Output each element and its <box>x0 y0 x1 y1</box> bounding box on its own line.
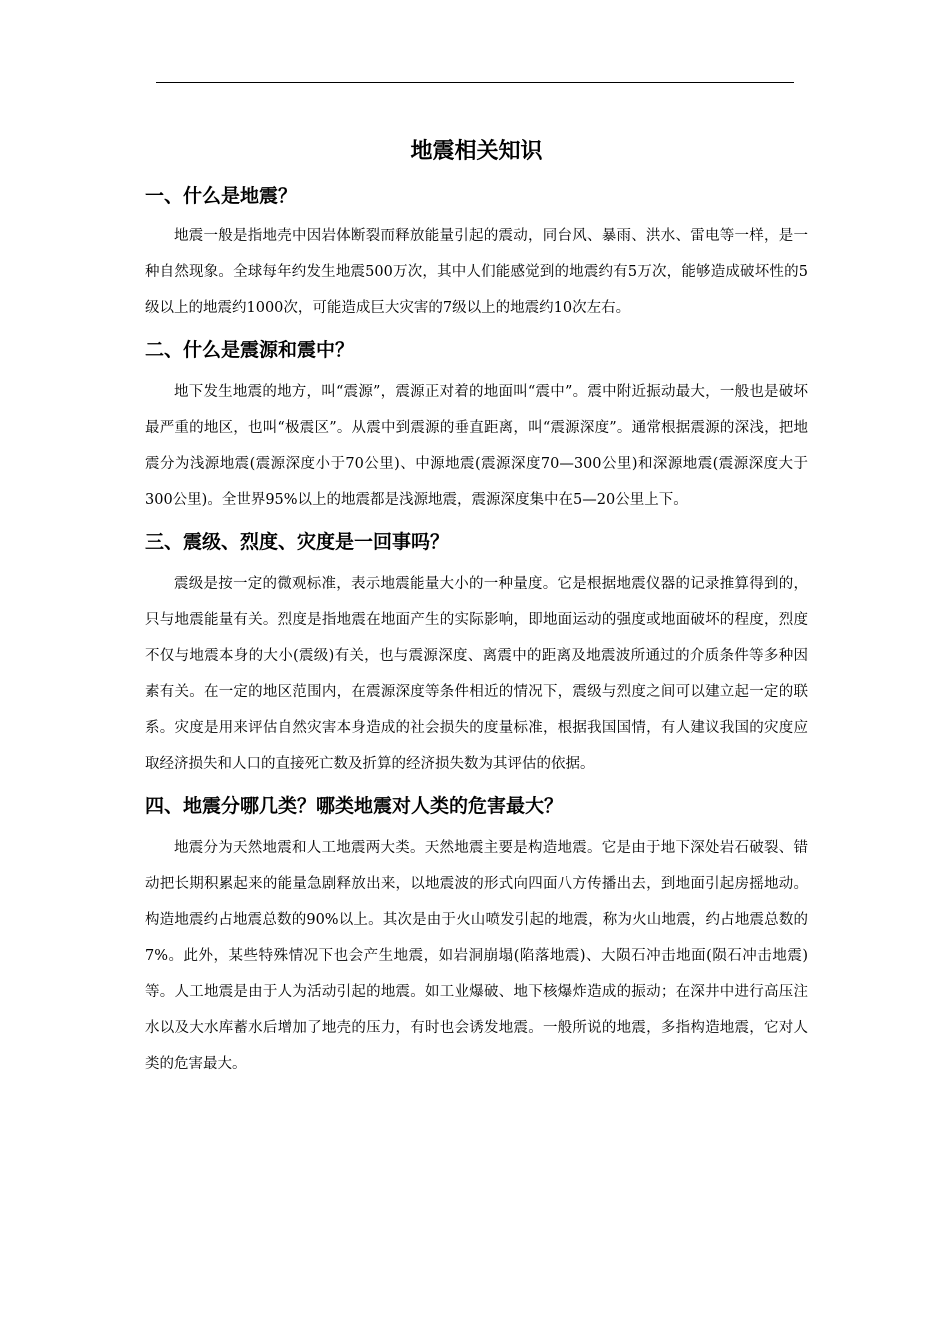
section-what-is-earthquake <box>145 174 808 326</box>
section-focus-and-epicenter <box>145 326 808 518</box>
section-earthquake-types <box>145 782 808 1082</box>
section-magnitude-intensity-disaster <box>145 518 808 782</box>
section-heading: 二、什么是震源和震中？ <box>145 339 355 361</box>
section-paragraph: 震级是按一定的微观标准，表示地震能量大小的一种量度。它是根据地震仪器的记录推算得到的，只与地震能量有关。烈度是指地震在地面产生的实际影响，即地面运动的强度或地面破坏的程度，烈度不仅与地震本身的大小(震级)有关，也与震源深度、离震中的距离及地震波所通过的介质条件等多种因素有关。在一定的地区范围内，在震源深度等条件相近的情况下，震级与烈度之间可以建立起一定的联系。灾度是用来评估自然灾害本身造成的社会损失的度量标准，根据我国国情，有人建议我国的灾度应取经济损失和人口的直接死亡数及折算的经济损失数为其评估的依据。 <box>145 576 808 772</box>
section-heading: 三、震级、烈度、灾度是一回事吗？ <box>145 531 450 553</box>
section-paragraph: 地下发生地震的地方，叫“震源”，震源正对着的地面叫“震中”。震中附近振动最大，一般也是破坏最严重的地区，也叫“极震区”。从震中到震源的垂直距离，叫“震源深度”。通常根据震源的深浅，把地震分为浅源地震(震源深度小于70公里)、中源地震(震源深度70—300公里)和深源地震(震源深度大于300公里)。全世界95%以上的地震都是浅源地震，震源深度集中在5—20公里上下。 <box>145 384 808 508</box>
document-content <box>145 130 808 1082</box>
section-heading: 四、地震分哪几类？哪类地震对人类的危害最大？ <box>145 795 564 817</box>
section-paragraph: 地震分为天然地震和人工地震两大类。天然地震主要是构造地震。它是由于地下深处岩石破裂、错动把长期积累起来的能量急剧释放出来，以地震波的形式向四面八方传播出去，到地面引起房摇地动。构造地震约占地震总数的90%以上。其次是由于火山喷发引起的地震，称为火山地震，约占地震总数的7%。此外，某些特殊情况下也会产生地震，如岩洞崩塌(陷落地震)、大陨石冲击地面(陨石冲击地震)等。人工地震是由于人为活动引起的地震。如工业爆破、地下核爆炸造成的振动；在深井中进行高压注水以及大水库蓄水后增加了地壳的压力，有时也会诱发地震。一般所说的地震，多指构造地震，它对人类的危害最大。 <box>145 840 808 1072</box>
document-title: 地震相关知识 <box>410 139 543 164</box>
header-rule <box>156 82 794 83</box>
section-heading: 一、什么是地震？ <box>145 185 298 207</box>
section-paragraph: 地震一般是指地壳中因岩体断裂而释放能量引起的震动，同台风、暴雨、洪水、雷电等一样，是一种自然现象。全球每年约发生地震500万次，其中人们能感觉到的地震约有5万次，能够造成破坏性的5级以上的地震约1000次，可能造成巨大灾害的7级以上的地震约10次左右。 <box>145 228 808 316</box>
